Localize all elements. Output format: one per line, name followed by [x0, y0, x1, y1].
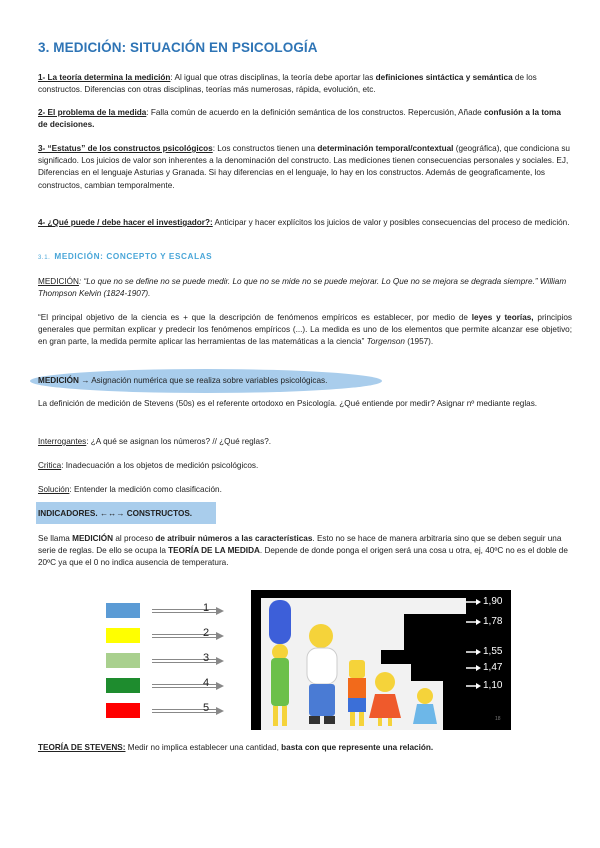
swatch-5 — [106, 703, 140, 718]
paragraph-stevens-theory: TEORÍA DE STEVENS: Medir no implica establecer una cantidad, basta con que represente una relación. — [38, 743, 434, 752]
paragraph-solution: Solución: Entender la medición como clasificación. — [38, 485, 222, 494]
simpsons-height-figure — [251, 590, 511, 730]
height-label-lisa: 1,47 — [483, 662, 503, 673]
height-label-bart: 1,55 — [483, 646, 503, 657]
section-heading: 3.1. MEDICIÓN: CONCEPTO Y ESCALAS — [38, 252, 213, 261]
swatch-3 — [106, 653, 140, 668]
paragraph-indicators: INDICADORES. ←↔→ CONSTRUCTOS. — [38, 509, 193, 518]
paragraph-researcher: 4- ¿Qué puede / debe hacer el investigador?: Anticipar y hacer explícitos los juicios de valor y posibles consecuencias del proceso de medición. — [38, 218, 570, 227]
color-legend — [100, 596, 230, 726]
swatch-4 — [106, 678, 140, 693]
height-label-maggie: 1,10 — [483, 680, 503, 691]
legend-number-5: 5 — [203, 702, 210, 714]
legend-number-3: 3 — [203, 652, 210, 664]
lead-theory: 1- La teoría determina la medición — [38, 73, 171, 82]
paragraph-medicion-def: MEDICIÓN → Asignación numérica que se realiza sobre variables psicológicas. — [38, 376, 328, 385]
legend-number-1: 1 — [203, 602, 210, 614]
arrow-icon — [152, 607, 224, 615]
paragraph-kelvin-quote: MEDICIÓN: “Lo que no se define no se puede medir. Lo que no se mide no se puede mejorar. Lo Que no se mejora se degrada siempre.” William Thompson Kelvin (1824-1907). — [38, 277, 567, 299]
paragraph-measure-problem: 2- El problema de la medida: Falla común de acuerdo en la definición semántica de los constructos. Repercusión, Añade confusión a la toma de decisiones. — [38, 108, 561, 130]
swatch-1 — [106, 603, 140, 618]
lead-medicion: MEDICIÓN — [38, 277, 79, 286]
paragraph-theory: 1- La teoría determina la medición: Al igual que otras disciplinas, la teoría debe aportar las definiciones sintáctica y semántica de los constructos. Diferencias con otras disciplinas, teorías más numerosas, rápida, evolución, etc. — [38, 73, 537, 95]
paragraph-stevens-def: La definición de medición de Stevens (50s) es el referente ortodoxo en Psicología. ¿Qué entiende por medir? Asignar nº mediante reglas. — [38, 399, 538, 408]
paragraph-constructs-status: 3- “Estatus” de los constructos psicológicos: Los constructos tienen una determinación temporal/contextual (geográfica), que condiciona su significado. Los juicios de valor son inherentes a la denominación del constructo. Las mediciones tienen consecuencias personales y sociales. EJ, Diferencias en el lenguaje Asturias y Granada. Si hay diferencias en el lenguaje, lo hay en los constructos. Además de geograficamente, los constructos, cambian temporalmente. — [38, 144, 570, 190]
arrow-icon — [152, 682, 224, 690]
legend-number-4: 4 — [203, 677, 210, 689]
paragraph-critique: Critica: Inadecuación a los objetos de medición psicológicos. — [38, 461, 259, 470]
swatch-2 — [106, 628, 140, 643]
legend-number-2: 2 — [203, 627, 210, 639]
figure-page-mark: 18 — [495, 716, 501, 722]
lead-measure-problem: 2- El problema de la medida — [38, 108, 147, 117]
arrow-icon — [152, 657, 224, 665]
height-label-homer: 1,78 — [483, 616, 503, 627]
arrow-icon — [152, 632, 224, 640]
lead-constructs-status: 3- “Estatus” de los constructos psicológicos — [38, 144, 213, 153]
paragraph-measurement-theory: Se llama MEDICIÓN al proceso de atribuir números a las características. Esto no se hace de manera arbitraria sino que se deben seguir una serie de reglas. De ello se ocupa la TEORÍA DE LA MEDIDA. Depende de donde ponga el origen será una cosa u otra, ej, 40ºC no es el doble de 20ºC ya que el 0 no indica ausencia de temperatura. — [38, 534, 568, 568]
arrow-icon — [152, 707, 224, 715]
lead-researcher: 4- ¿Qué puede / debe hacer el investigador?: — [38, 218, 213, 227]
height-label-marge: 1,90 — [483, 596, 503, 607]
paragraph-torgenson: “El principal objetivo de la ciencia es + que la descripción de fenómenos empíricos es establecer, por medio de leyes y teorías, principios generales que permitan explicar y predecir los fenómenos empíricos (...). La medida es uno de los elementos que permite alcanzar ese objetivo; en gran parte, la medida permite aplicar las herramientas de las matemáticas a la ciencia” Torgenson (1957). — [38, 313, 572, 347]
page-title: 3. MEDICIÓN: SITUACIÓN EN PSICOLOGÍA — [38, 40, 318, 55]
paragraph-questions: Interrogantes: ¿A qué se asignan los números? // ¿Qué reglas?. — [38, 437, 272, 446]
height-chart-graphic — [251, 590, 511, 730]
